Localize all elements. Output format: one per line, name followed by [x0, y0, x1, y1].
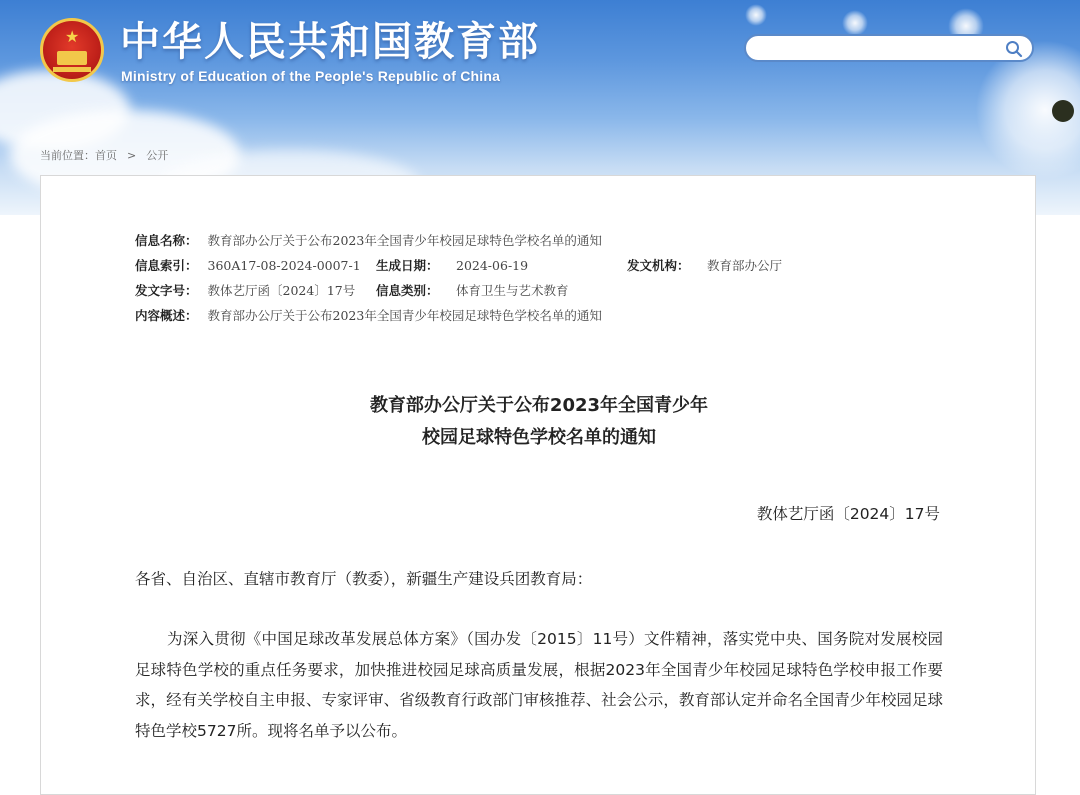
breadcrumb-separator: > [127, 149, 137, 162]
meta-value: 2024-06-19 [456, 258, 529, 273]
meta-label: 内容概述： [135, 308, 198, 323]
meta-label: 发文机构： [627, 258, 690, 273]
document-paragraph: 为深入贯彻《中国足球改革发展总体方案》（国办发〔2015〕11号）文件精神，落实党中央、国务院对发展校园足球特色学校的重点任务要求，加快推进校园足球高质量发展，根据2023年全国青少年校园足球特色学校申报工作要求，经有关学校自主申报、专家评审、省级教育行政部门审核推荐、社会公示，教育部认定并命名全国青少年校园足球特色学校5727所。现将名单予以公布。 [135, 630, 943, 740]
meta-value: 教育部办公厅关于公布2023年全国青少年校园足球特色学校名单的通知 [207, 233, 602, 248]
document-metadata [135, 228, 783, 328]
meta-row-name [135, 228, 602, 253]
breadcrumb-public-link[interactable]: 公开 [146, 149, 169, 162]
search-icon[interactable] [1004, 39, 1024, 59]
document-number: 教体艺厅函〔2024〕17号 [756, 505, 940, 523]
document-title-line: 校园足球特色学校名单的通知 [422, 427, 656, 448]
dandelion-decoration [745, 4, 767, 26]
breadcrumb-home-link[interactable]: 首页 [95, 149, 117, 162]
national-emblem-icon: ★ [40, 18, 104, 82]
breadcrumb-prefix: 当前位置： [40, 149, 95, 162]
document-title-line: 教育部办公厅关于公布2023年全国青少年 [369, 395, 709, 416]
meta-value: 教育部办公厅关于公布2023年全国青少年校园足球特色学校名单的通知 [207, 308, 602, 323]
search-input[interactable] [758, 39, 1002, 59]
site-subtitle: Ministry of Education of the People's Republic of China [121, 68, 501, 84]
content-card [40, 175, 1036, 795]
meta-row-docno [135, 278, 602, 303]
document-salutation: 各省、自治区、直辖市教育厅（教委），新疆生产建设兵团教育局： [135, 570, 593, 588]
site-title[interactable]: 中华人民共和国教育部 [120, 19, 540, 65]
breadcrumb [40, 147, 174, 163]
meta-label: 信息类别： [376, 283, 439, 298]
meta-label: 发文字号： [135, 283, 198, 298]
meta-label: 生成日期： [376, 258, 439, 273]
meta-label: 信息索引： [135, 258, 198, 273]
meta-value: 教体艺厅函〔2024〕17号 [207, 283, 356, 298]
meta-row-index [135, 253, 783, 278]
meta-value: 360A17-08-2024-0007-1 [207, 258, 361, 273]
meta-value: 体育卫生与艺术教育 [456, 283, 569, 298]
document-title [41, 390, 1037, 454]
meta-value: 教育部办公厅 [707, 258, 783, 273]
meta-row-summary [135, 303, 602, 328]
meta-label: 信息名称： [135, 233, 198, 248]
dandelion-seed-head [1052, 100, 1074, 122]
dandelion-decoration [842, 10, 868, 36]
search-box [744, 34, 1034, 62]
